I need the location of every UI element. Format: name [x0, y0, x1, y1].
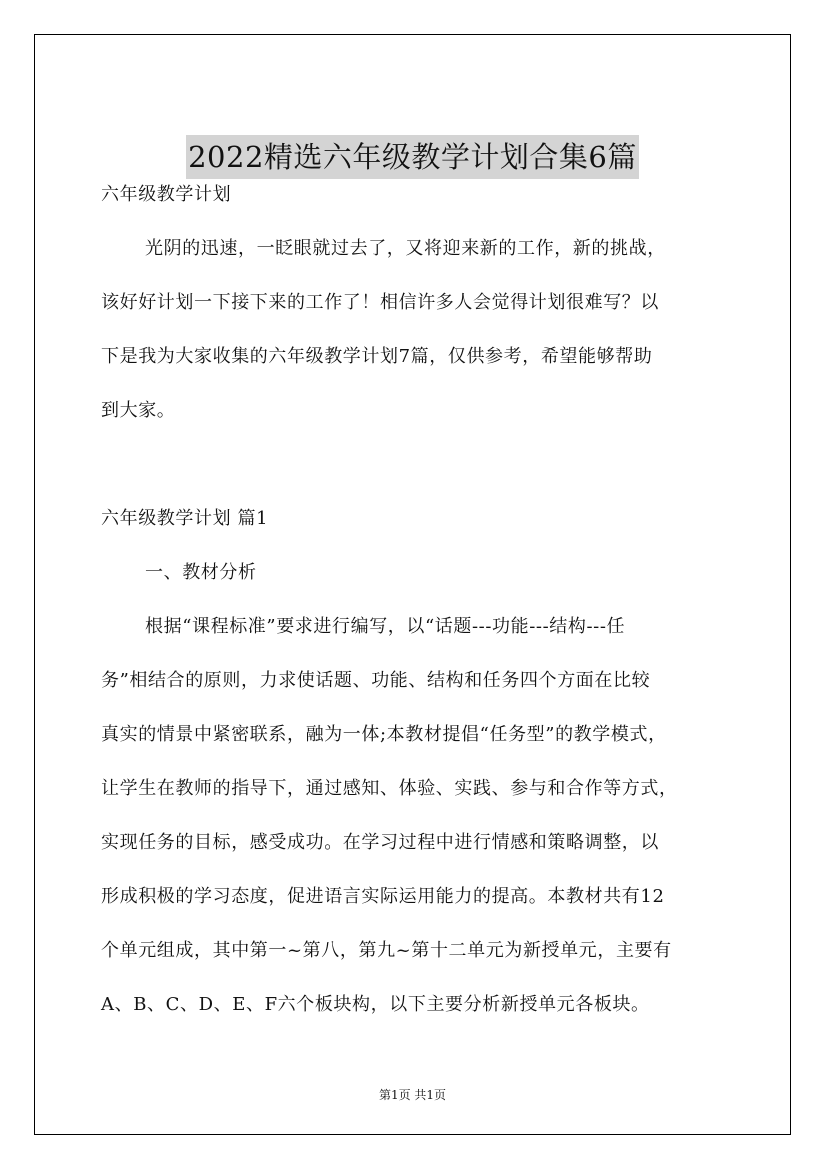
- body-line: 让学生在教师的指导下，通过感知、体验、实践、参与和合作等方式，: [101, 778, 678, 799]
- document-title: 2022精选六年级教学计划合集6篇: [186, 135, 639, 179]
- body-line: 根据“课程标准”要求进行编写，以“话题---功能---结构---任: [145, 616, 626, 637]
- body-line: A、B、C、D、E、F六个板块构，以下主要分析新授单元各板块。: [101, 994, 650, 1015]
- document-page: [34, 34, 791, 1135]
- body-line: 务”相结合的原则，力求使话题、功能、结构和任务四个方面在比较: [101, 670, 651, 691]
- body-line: 实现任务的目标，感受成功。在学习过程中进行情感和策略调整，以: [101, 832, 659, 853]
- document-title-wrap: [35, 135, 790, 179]
- intro-line: 该好好计划一下接下来的工作了！相信许多人会觉得计划很难写？以: [101, 292, 659, 313]
- intro-line: 下是我为大家收集的六年级教学计划7篇，仅供参考，希望能够帮助: [101, 346, 653, 367]
- intro-line: 光阴的迅速，一眨眼就过去了，又将迎来新的工作，新的挑战，: [145, 238, 666, 259]
- body-line: 形成积极的学习态度，促进语言实际运用能力的提高。本教材共有12: [101, 886, 665, 907]
- section-heading: 六年级教学计划: [101, 184, 232, 205]
- intro-line: 到大家。: [101, 400, 176, 421]
- part-heading: 六年级教学计划 篇1: [101, 508, 269, 529]
- body-line: 个单元组成，其中第一~第八，第九~第十二单元为新授单元，主要有: [101, 940, 672, 961]
- page-footer: 第1页 共1页: [378, 1088, 447, 1102]
- body-line: 真实的情景中紧密联系，融为一体;本教材提倡“任务型”的教学模式，: [101, 724, 667, 745]
- subheading: 一、教材分析: [145, 562, 257, 583]
